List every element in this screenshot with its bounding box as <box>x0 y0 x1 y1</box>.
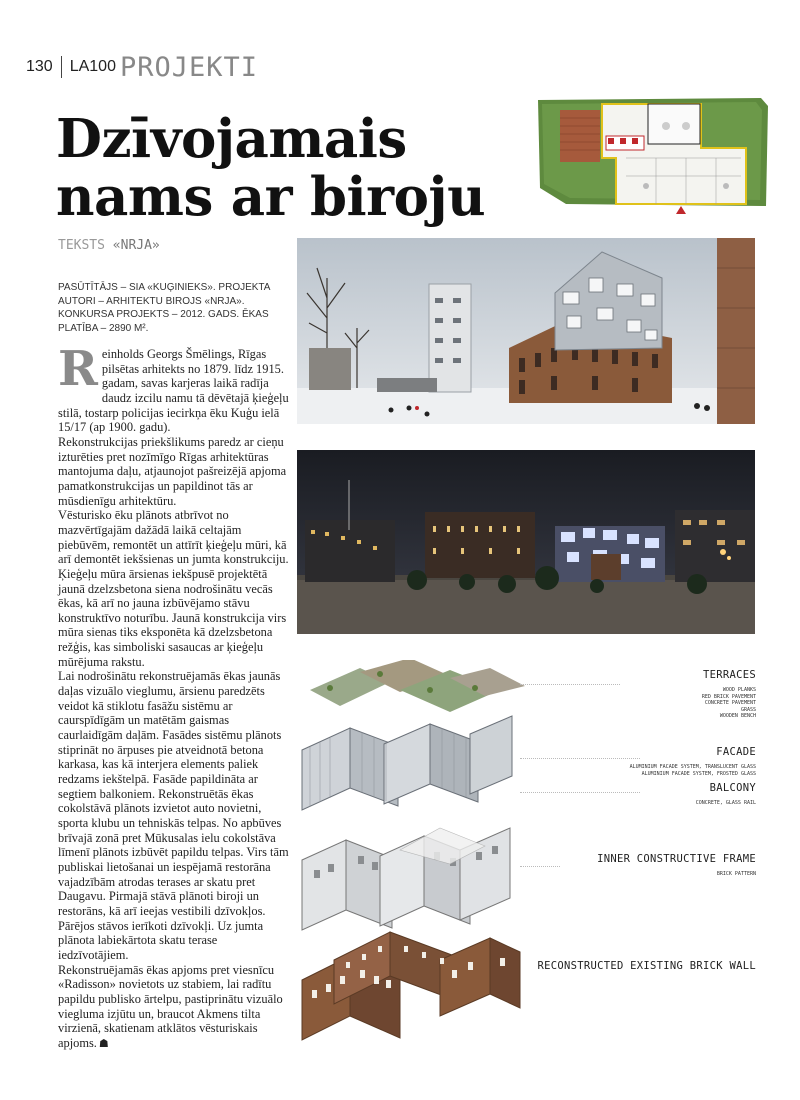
byline-author: «NRJA» <box>112 238 160 253</box>
label-detail: GRASS <box>740 706 756 713</box>
end-mark-icon: ☗ <box>98 1037 109 1050</box>
label-balcony <box>696 782 756 807</box>
label-title: FACADE <box>716 746 756 758</box>
exploded-axonometric-image <box>300 660 530 1058</box>
paragraph: Lai nodrošinātu rekonstruējamās ēkas jaunās daļas vizuālo vieglumu, ārsienu paredzēts veidot kā stiklotu fasāžu sistēmu ar caurspīdīgām un matētām gaismas caurlaidīgām daļām. Fasādes sistēmu plānots stiprināt no ārpuses pie atveidnotā betona karkasa, kas kā interjera elements paliek redzams iekštelpā. Fasāde papildināta ar segtiem balkoniem. Rekonstruētās ēkas cokolstāvā plānots izvietot auto novietni, sporta klubu un tehniskās telpas. No apbūves brīvajā zonā pret Mūkusalas ielu cokolstāva līmenī plānots izbūvēt papildu telpas. Virs tām publiskai lietošanai un iespējamā restorāna vajadzībām atrodas terases ar skatu pret Daugavu. Pirmajā stāvā plānoti biroji un restorāns, kā arī ieejas vestibili dzīvokļos. Pārējos stāvos ierīkoti dzīvokļi. Uz jumta plānota labiekārtota skatu terase iedzīvotājiem. <box>58 669 289 962</box>
section-title: PROJEKTI <box>119 51 259 83</box>
paragraph: Vēsturisko ēku plānots atbrīvot no mazvērtīgajām dažādā laikā celtajām piebūvēm, remontēt un attīrīt ķieģeļu mūri, kā arī demontēt iekšsienas un jumta konstrukciju. Ķieģeļu mūra ārsienas iekšpusē projektētā jaunā dzelzsbetona siena nodrošinātu vecās ēkas, kā arī no jauna izbūvējamo stāvu konstruktīvo noturību. Jaunā konstrukcija virs mūra sienas tiks eksponēta kā dzelzsbetona režģis, kas simboliski sasaucas ar ķieģeļu mūrējuma rakstu. <box>58 508 289 669</box>
byline-label: TEKSTS <box>58 238 105 253</box>
article-body <box>58 341 290 1052</box>
label-detail: WOOD PLANKS <box>722 687 756 693</box>
label-title: BALCONY <box>709 782 756 794</box>
facade-layer <box>302 716 512 810</box>
label-detail: BRICK PATTERN <box>716 871 756 877</box>
drop-cap: R <box>58 341 98 397</box>
byline <box>58 238 160 253</box>
site-plan-image <box>536 96 770 214</box>
label-terraces <box>702 669 756 720</box>
label-detail: RED BRICK PAVEMENT <box>701 693 756 700</box>
label-brick-wall <box>537 960 756 972</box>
label-detail: CONCRETE PAVEMENT <box>704 700 756 706</box>
label-detail: ALUMINIUM FACADE SYSTEM, TRANSLUCENT GLASS <box>629 764 756 770</box>
page-header <box>26 51 259 83</box>
brick-wall-layer <box>302 932 520 1040</box>
leader-line <box>520 866 560 867</box>
paragraph-text: Rekonstruējamās ēkas apjoms pret viesnīcu «Radisson» novietots uz stabiem, lai radītu papildu publisko ārtelpu, pastiprinātu vizuālo viegluma izjūtu un, braucot Akmens tilta virzienā, skatienam atklātos vēsturiskais apjoms. <box>58 962 283 1050</box>
leader-line <box>520 792 640 793</box>
night-rendering-image <box>297 450 755 634</box>
article-title: Dzīvojamais nams ar biroju <box>56 108 486 228</box>
leader-line <box>520 758 640 759</box>
inner-frame-layer <box>302 828 510 930</box>
label-title: RECONSTRUCTED EXISTING BRICK WALL <box>537 960 756 972</box>
label-title: INNER CONSTRUCTIVE FRAME <box>597 853 756 865</box>
day-rendering-image <box>297 238 755 424</box>
label-detail: CONCRETE, GLASS RAIL <box>695 800 756 806</box>
page-number: 130 <box>26 58 53 75</box>
label-detail: ALUMINIUM FACADE SYSTEM, FROSTED GLASS <box>641 770 756 777</box>
header-divider <box>61 56 62 78</box>
label-title: TERRACES <box>703 669 756 681</box>
label-inner-frame <box>597 853 756 878</box>
paragraph: Rekonstrukcijas priekšlikums paredz ar cieņu izturēties pret nozīmīgo Rīgas arhitektūras mantojuma daļu, atjaunojot pašreizējā apjoma pamatkonstrukcijas un papildinot tās ar mūsdienīgu arhitektūru. <box>58 434 287 508</box>
magazine-name: LA100 <box>69 58 116 75</box>
paragraph: einholds Georgs Šmēlings, Rīgas pilsētas arhitekts no 1879. līdz 1915. gadam, savas karjeras laikā radīja daudz izcilu namu tā dēvētajā ķieģeļu stilā, tostarp policijas iecirkņa ēku Kuģu ielā 15/17 (ap 1900. gadu). <box>58 347 289 435</box>
label-detail: WOODEN BENCH <box>719 713 756 719</box>
terraces-layer <box>310 660 525 712</box>
label-facade <box>630 746 756 777</box>
leader-line <box>520 684 620 685</box>
paragraph <box>58 963 290 1052</box>
project-credits: PASŪTĪTĀJS – SIA «KUĢINIEKS». PROJEKTA AUTORI – ARHITEKTU BIROJS «NRJA». KONKURSA PROJEKTS – 2012. GADS. ĒKAS PLATĪBA – 2890 M². <box>58 282 270 334</box>
